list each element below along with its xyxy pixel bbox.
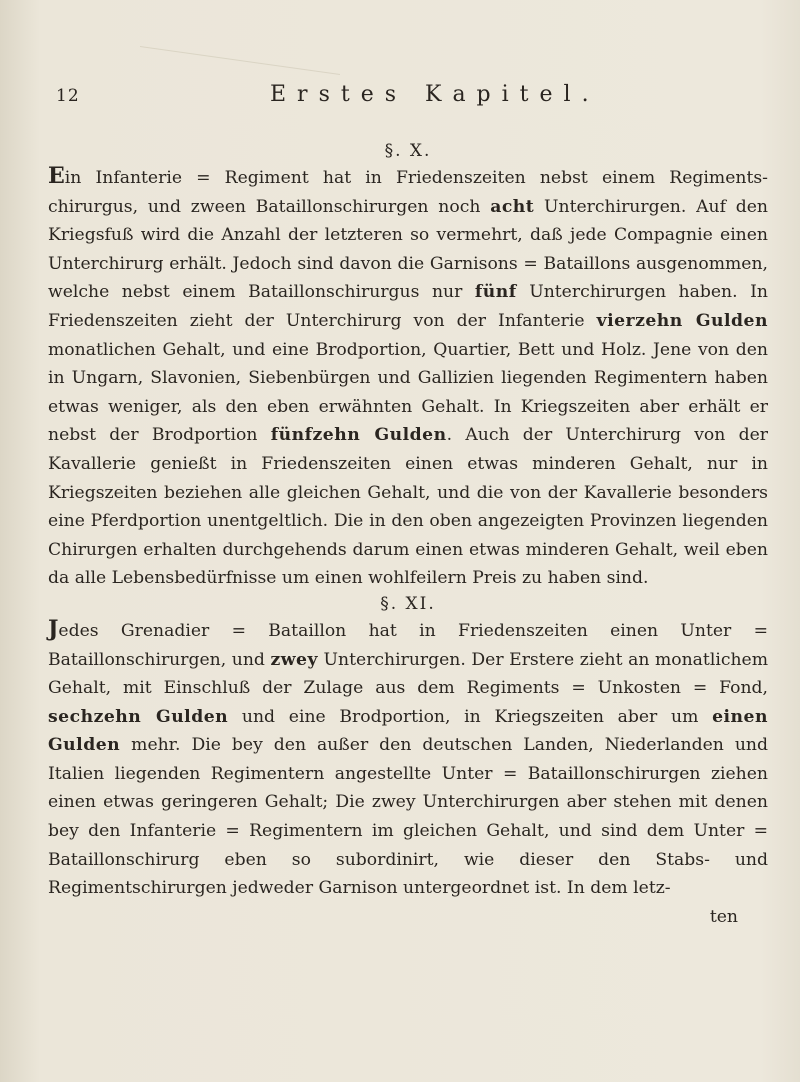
paper-fold-shadow — [140, 0, 340, 75]
catchword: ten — [709, 906, 738, 927]
paragraph-text: . Auch der Unterchirurg von der Kavallerie genießt in Friedenszeiten einen etwas minderen Gehalt, nur in Kriegszeiten beziehen alle gleichen Gehalt, und die von der Kavallerie besonders eine Pferdportion unentgeltlich. Die in den oben angezeigten Provinzen liegenden Chirurgen erhalten durchgehends darum einen etwas minderen Gehalt, weil eben da alle Lebensbedürfnisse um einen wohlfeilern Preis zu haben sind. — [48, 425, 768, 589]
drop-capital: J — [48, 615, 59, 642]
emphasized-text: fünf — [474, 282, 517, 303]
paragraph-text: edes Grenadier = Bataillon hat in Friedenszeiten einen Unter = Bataillonschirurgen, und — [48, 620, 768, 670]
section-heading-x: §. X. — [384, 141, 432, 161]
page-number: 12 — [56, 86, 80, 106]
emphasized-text: zwey — [270, 649, 318, 670]
paragraph-text: Unterchirurgen. Auf den Kriegsfuß wird die Anzahl der letzteren so vermehrt, daß jede Compagnie einen Unterchirurg erhält. Jedoch sind davon die Garnisons = Bataillons ausgenommen, welche nebst einem Bataillonschirurgus nur — [48, 196, 768, 303]
emphasized-text: acht — [490, 196, 535, 217]
emphasized-text: vierzehn Gulden — [596, 310, 768, 331]
paragraph-text: und eine Brodportion, in Kriegszeiten aber um — [228, 706, 713, 727]
paragraph-text: Unterchirurgen haben. In Friedenszeiten zieht der Unterchirurg von der Infanterie — [48, 282, 768, 331]
paragraph-section-xi — [48, 615, 768, 903]
emphasized-text: sechzehn Gulden — [48, 706, 229, 727]
section-heading-xi: §. XI. — [380, 593, 436, 614]
emphasized-text: einen Gulden — [48, 706, 768, 756]
emphasized-text: fünfzehn Gulden — [270, 425, 447, 446]
running-title: Erstes Kapitel. — [270, 82, 600, 107]
paragraph-text: in Infanterie = Regiment hat in Friedenszeiten nebst einem Regiments-chirurgus, und zween Bataillonschirurgen noch — [48, 168, 768, 217]
paragraph-text: mehr. Die bey den außer den deutschen Landen, Niederlanden und Italien liegenden Regimentern angestellte Unter = Bataillonschirurgen ziehen einen etwas geringeren Gehalt; Die zwey Unterchirurgen aber stehen mit denen bey den Infanterie = Regimentern im gleichen Gehalt, und sind dem Unter = Bataillonschirurg eben so subordinirt, wie dieser den Stabs- und Regimentschirurgen jedweder Garnison untergeordnet ist. In dem letz- — [48, 735, 768, 899]
text-block — [48, 140, 768, 931]
drop-capital: E — [48, 163, 65, 189]
paragraph-text: Unterchirurgen. Der Erstere zieht an monatlichem Gehalt, mit Einschluß der Zulage aus dem Regiments = Unkosten = Fond, — [48, 649, 768, 699]
paragraph-text: monatlichen Gehalt, und eine Brodportion, Quartier, Bett und Holz. Jene von den in Ungarn, Slavonien, Siebenbürgen und Gallizien liegenden Regimentern haben etwas weniger, als den eben erwähnten Gehalt. In Kriegszeiten aber erhält er nebst der Brodportion — [48, 339, 768, 446]
paragraph-section-x — [48, 162, 768, 593]
page-header — [50, 82, 760, 112]
